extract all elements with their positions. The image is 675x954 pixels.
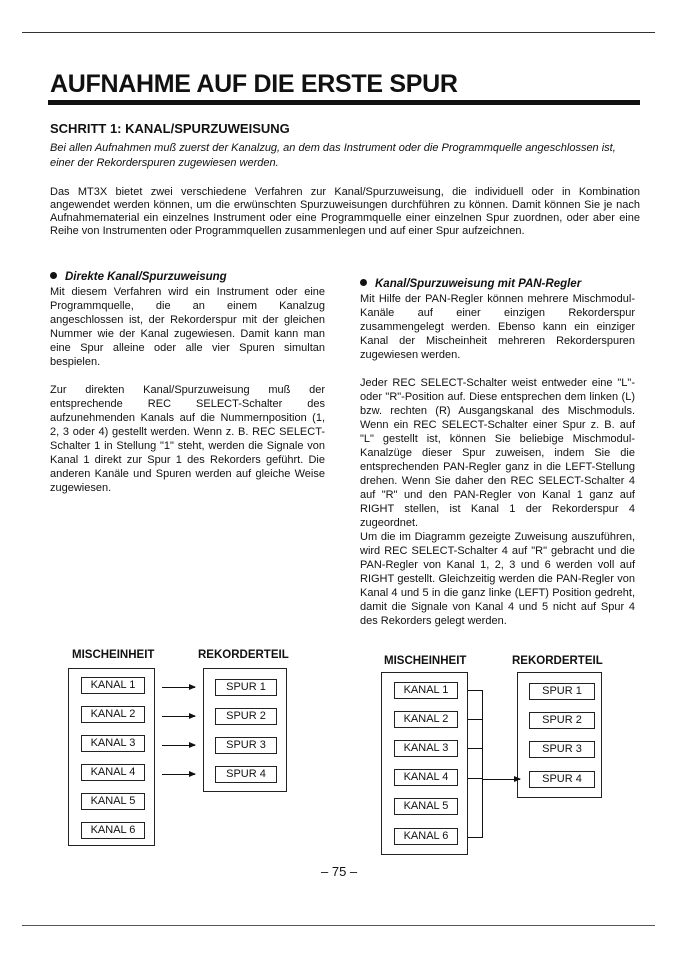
bracket-upper-mid [468, 719, 482, 720]
page-title: AUFNAHME AUF DIE ERSTE SPUR [50, 70, 458, 98]
channel-box-5: KANAL 5 [394, 798, 458, 815]
title-underline-bar [48, 100, 640, 105]
right-section-title: Kanal/Spurzuweisung mit PAN-Regler [375, 278, 582, 290]
channel-box-4: KANAL 4 [394, 769, 458, 786]
mixer-label: MISCHEINHEIT [72, 649, 155, 661]
mixer-frame [68, 668, 155, 846]
step-heading: SCHRITT 1: KANAL/SPURZUWEISUNG [50, 121, 290, 136]
track-box-3: SPUR 3 [529, 741, 595, 758]
bracket-lower-bottom [468, 837, 482, 838]
channel-box-6: KANAL 6 [81, 822, 145, 839]
track-box-4: SPUR 4 [215, 766, 277, 783]
recorder-label: REKORDERTEIL [512, 655, 603, 667]
page-number: – 75 – [321, 864, 358, 879]
track-box-2: SPUR 2 [529, 712, 595, 729]
arrow-2 [162, 716, 195, 717]
right-section-heading [360, 278, 635, 290]
left-section-heading [50, 271, 325, 283]
channel-box-2: KANAL 2 [394, 711, 458, 728]
arrow-3 [162, 745, 195, 746]
intro-body-text: Das MT3X bietet zwei verschiedene Verfahren zur Kanal/Spurzuweisung, die individuell oder in Kombination angewendet werden können, um die erwünschten Spurzuweisungen durchführen zu können. Damit können Sie je nach Aufnahmematerial ein einzelnes Instrument oder eine Programmquelle einer einzelnen Spur zuordnen, oder aber eine Reihe von Instrumenten oder Programmquellen zusammenlegen und auf einer Spur aufzeichnen. [50, 186, 640, 237]
mixer-label: MISCHEINHEIT [384, 655, 467, 667]
bullet-icon [360, 279, 367, 286]
channel-box-3: KANAL 3 [394, 740, 458, 757]
track-box-2: SPUR 2 [215, 708, 277, 725]
left-paragraph-2: Zur direkten Kanal/Spurzuweisung muß der entsprechende REC SELECT-Schalter des aufzunehmenden Kanals auf die Nummernposition (1, 2, 3 oder 4) gestellt werden. Wenn z. B. REC SELECT-Schalter 1 in Stellung "1" steht, werden die Signale von Kanal 1 direkt zur Spur 1 des Rekorders geführt. Die anderen Kanäle und Spuren werden auf gleiche Weise zugewiesen. [50, 384, 325, 494]
arrow-1 [162, 687, 195, 688]
recorder-label: REKORDERTEIL [198, 649, 289, 661]
left-paragraph-1: Mit diesem Verfahren wird ein Instrument oder eine Programmquelle, die an einem Kanalzug angeschlossen ist, der Rekorderspur mit der gleichen Nummer wie der Kanal zugewiesen. Damit kann man eine Spur alleine oder alle vier Spuren simultan bespielen. [50, 286, 325, 368]
channel-box-6: KANAL 6 [394, 828, 458, 845]
channel-box-1: KANAL 1 [394, 682, 458, 699]
top-rule [22, 32, 655, 33]
right-paragraph-1: Mit Hilfe der PAN-Regler können mehrere Mischmodul-Kanäle auf einer einzigen Rekorderspur zusammengelegt werden. Ebenso kann ein einziger Kanal der Mischeinheit mehreren Rekorderspuren zugewiesen werden. [360, 293, 635, 361]
bottom-rule [22, 925, 655, 926]
left-column [50, 271, 325, 495]
right-column [360, 278, 635, 628]
right-paragraph-2: Jeder REC SELECT-Schalter weist entweder eine "L"- oder "R"-Position auf. Diese entsprechen dem linken (L) bzw. rechten (R) Ausgangskanal des Mischmoduls. Wenn ein REC SELECT-Schalter einer Spur z. B. auf "L" gestellt ist, können Sie beliebige Mischmodul-Kanalzüge dieser Spur zuweisen, indem Sie die entsprechenden PAN-Regler ganz in die LEFT-Stellung drehen. Wenn Sie daher den REC SELECT-Schalter 4 auf "R" und den PAN-Regler von Kanal 1 ganz auf RIGHT stellen, ist Kanal 1 der Rekorderspur 4 zugeordnet. [360, 377, 635, 529]
intro-italic-text: Bei allen Aufnahmen muß zuerst der Kanalzug, an dem das Instrument oder die Programmquelle angeschlossen ist, einer der Rekorderspuren zugewiesen werden. [50, 142, 616, 169]
arrow-to-track-4 [482, 779, 520, 780]
right-paragraph-3: Um die im Diagramm gezeigte Zuweisung auszuführen, wird REC SELECT-Schalter 4 auf "R" gebracht und die PAN-Regler von Kanal 1, 2, 3 und 6 werden voll auf RIGHT gestellt. Gleichzeitig werden die PAN-Regler von Kanal 4 und 5 in die ganz linke (LEFT) Position gedreht, damit die Signale von Kanal 4 und 5 nicht auf Spur 4 des Rekorders gelegt werden. [360, 531, 635, 627]
bracket-upper-vertical [482, 690, 483, 779]
arrow-4 [162, 774, 195, 775]
track-box-3: SPUR 3 [215, 737, 277, 754]
channel-box-3: KANAL 3 [81, 735, 145, 752]
left-section-title: Direkte Kanal/Spurzuweisung [65, 271, 227, 283]
bracket-lower-vertical [482, 779, 483, 838]
bracket-upper-bottom [468, 748, 482, 749]
channel-box-2: KANAL 2 [81, 706, 145, 723]
bracket-upper-top [468, 690, 482, 691]
channel-box-4: KANAL 4 [81, 764, 145, 781]
channel-box-5: KANAL 5 [81, 793, 145, 810]
channel-4-stub [468, 778, 482, 779]
channel-box-1: KANAL 1 [81, 677, 145, 694]
track-box-1: SPUR 1 [529, 683, 595, 700]
track-box-4: SPUR 4 [529, 771, 595, 788]
bullet-icon [50, 272, 57, 279]
track-box-1: SPUR 1 [215, 679, 277, 696]
